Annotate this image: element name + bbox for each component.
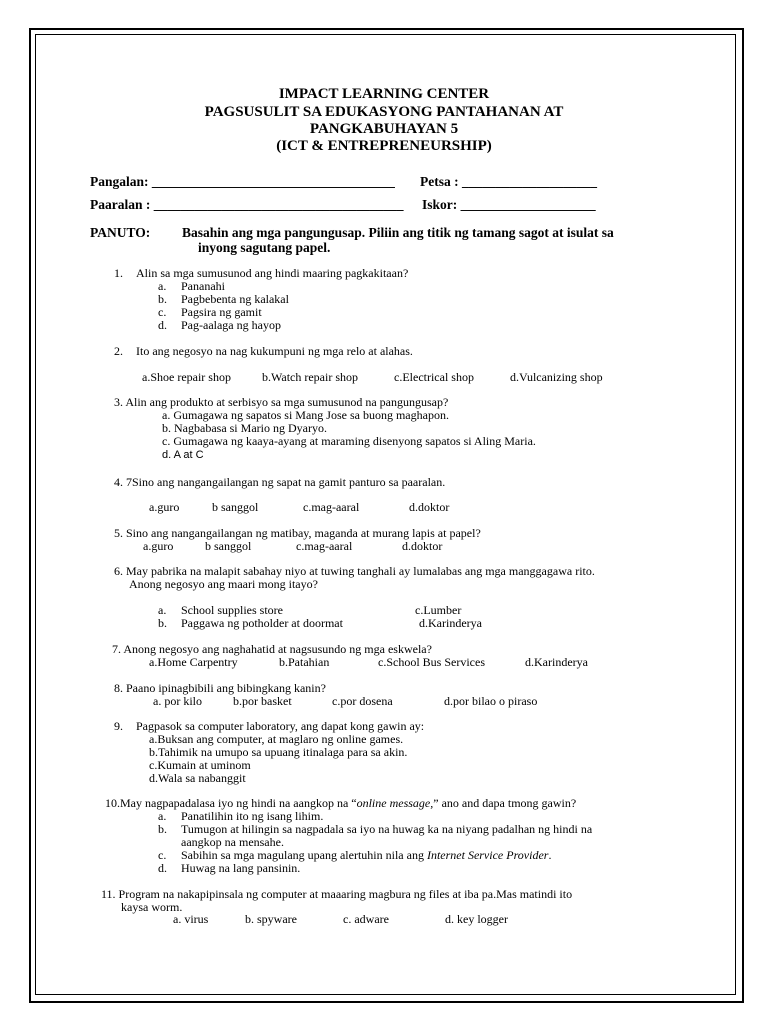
- q1-choice-text[interactable]: Pag-aalaga ng hayop: [181, 318, 281, 332]
- q5-choice-b[interactable]: b sanggol: [205, 539, 252, 553]
- q6-choice-letter: a.: [158, 603, 167, 617]
- q10-c-italic: Internet Service Provider: [426, 848, 549, 862]
- header-exam-title-1: PAGSUSULIT SA EDUKASYONG PANTAHANAN AT: [204, 104, 564, 120]
- q10-text-italic: online message,: [356, 796, 434, 810]
- panuto-label: PANUTO:: [90, 225, 151, 240]
- q10-choice-letter: a.: [158, 809, 167, 823]
- q3-choice-d[interactable]: d. A at C: [162, 449, 204, 461]
- q8-choice-a[interactable]: a. por kilo: [153, 694, 202, 708]
- header-exam-title-2: PANGKABUHAYAN 5: [309, 121, 459, 137]
- q5-choice-a[interactable]: a.guro: [143, 539, 174, 553]
- q7-choice-c[interactable]: c.School Bus Services: [378, 655, 485, 669]
- q4-choice-c[interactable]: c.mag-aaral: [303, 500, 360, 514]
- panuto-text-1: Basahin ang mga pangungusap. Piliin ang titik ng tamang sagot at isulat sa: [182, 225, 614, 240]
- q10-text-part: 10.May nagpapadalasa iyo ng hindi na aangkop na “: [105, 796, 357, 810]
- iskor-field[interactable]: Iskor: ____________________: [422, 197, 596, 212]
- question-3-text: 3. Alin ang produkto at serbisyo sa mga sumusunod na pangungusap?: [114, 395, 449, 409]
- q1-choice-text[interactable]: Pagbebenta ng kalakal: [181, 292, 289, 306]
- q9-choice-d[interactable]: d.Wala sa nabanggit: [149, 771, 246, 785]
- q9-choice-b[interactable]: b.Tahimik na umupo sa upuang itinalaga para sa akin.: [149, 745, 408, 759]
- q6-choice-c[interactable]: c.Lumber: [415, 603, 462, 617]
- paaralan-field[interactable]: Paaralan : _____________________________________: [90, 197, 404, 212]
- question-6-text-1: 6. May pabrika na malapit sabahay niyo at tuwing tanghali ay lumalabas ang mga manggagawa rito.: [114, 564, 595, 578]
- q9-choice-c[interactable]: c.Kumain at uminom: [149, 758, 251, 772]
- question-2-number: 2.: [114, 344, 123, 358]
- question-9-number: 9.: [114, 719, 123, 733]
- q2-choice-b[interactable]: b.Watch repair shop: [262, 370, 358, 384]
- q1-choice-letter: c.: [158, 305, 167, 319]
- q10-choice-d[interactable]: Huwag na lang pansinin.: [181, 861, 301, 875]
- q10-c-text: .: [548, 848, 552, 862]
- question-7-text: 7. Anong negosyo ang naghahatid at nagsusundo ng mga eskwela?: [112, 642, 432, 656]
- q1-choice-text[interactable]: Pagsira ng gamit: [181, 305, 262, 319]
- petsa-field[interactable]: Petsa : ____________________: [420, 174, 597, 189]
- q11-choice-d[interactable]: d. key logger: [445, 912, 508, 926]
- question-4-text: 4. 7Sino ang nangangailangan ng sapat na gamit panturo sa paaralan.: [114, 475, 446, 489]
- q8-choice-c[interactable]: c.por dosena: [332, 694, 393, 708]
- q1-choice-letter: b.: [158, 292, 167, 306]
- question-11-text-1: 11. Program na nakapipinsala ng computer at maaaring magbura ng files at iba pa.Mas matindi ito: [101, 887, 573, 901]
- q5-choice-c[interactable]: c.mag-aaral: [296, 539, 353, 553]
- q6-choice-d[interactable]: d.Karinderya: [419, 616, 482, 630]
- q4-choice-d[interactable]: d.doktor: [409, 500, 450, 514]
- question-11-text-2: kaysa worm.: [121, 900, 183, 914]
- question-9-text: Pagpasok sa computer laboratory, ang dapat kong gawin ay:: [136, 719, 425, 733]
- question-2-text: Ito ang negosyo na nag kukumpuni ng mga relo at alahas.: [136, 344, 413, 358]
- q10-choice-a[interactable]: Panatilihin ito ng isang lihim.: [181, 809, 324, 823]
- q1-choice-letter: a.: [158, 279, 167, 293]
- header-subject: (ICT & ENTREPRENEURSHIP): [276, 138, 492, 154]
- panuto-text-2: inyong sagutang papel.: [198, 240, 331, 255]
- q11-choice-b[interactable]: b. spyware: [245, 912, 297, 926]
- q2-choice-a[interactable]: a.Shoe repair shop: [142, 370, 231, 384]
- q3-choice-b[interactable]: b. Nagbabasa si Mario ng Dyaryo.: [162, 421, 327, 435]
- question-1-number: 1.: [114, 266, 123, 280]
- q6-choice-a[interactable]: School supplies store: [181, 603, 283, 617]
- q10-c-text: Sabihin sa mga magulang upang alertuhin nila ang: [181, 848, 427, 862]
- question-1-text: Alin sa mga sumusunod ang hindi maaring pagkakitaan?: [136, 266, 409, 280]
- q7-choice-a[interactable]: a.Home Carpentry: [149, 655, 238, 669]
- q11-choice-a[interactable]: a. virus: [173, 912, 209, 926]
- q8-choice-b[interactable]: b.por basket: [233, 694, 292, 708]
- header-school-name: IMPACT LEARNING CENTER: [278, 86, 490, 102]
- question-5-text: 5. Sino ang nangangailangan ng matibay, maganda at murang lapis at papel?: [114, 526, 481, 540]
- q10-choice-b-2[interactable]: aangkop na mensahe.: [181, 835, 284, 849]
- q10-text-part: ” ano and dapa tmong gawin?: [433, 796, 577, 810]
- q9-choice-a[interactable]: a.Buksan ang computer, at maglaro ng online games.: [149, 732, 404, 746]
- q1-choice-letter: d.: [158, 318, 167, 332]
- q7-choice-d[interactable]: d.Karinderya: [525, 655, 588, 669]
- q8-choice-d[interactable]: d.por bilao o piraso: [444, 694, 538, 708]
- q10-choice-b-1[interactable]: Tumugon at hilingin sa nagpadala sa iyo na huwag ka na niyang padalhan ng hindi na: [181, 822, 593, 836]
- question-8-text: 8. Paano ipinagbibili ang bibingkang kanin?: [114, 681, 326, 695]
- q2-choice-d[interactable]: d.Vulcanizing shop: [510, 370, 603, 384]
- q3-choice-a[interactable]: a. Gumagawa ng sapatos si Mang Jose sa buong maghapon.: [162, 408, 449, 422]
- question-10-text: [105, 797, 576, 810]
- q2-choice-c[interactable]: c.Electrical shop: [394, 370, 474, 384]
- q10-choice-letter: d.: [158, 861, 167, 875]
- q5-choice-d[interactable]: d.doktor: [402, 539, 443, 553]
- q10-choice-letter: c.: [158, 848, 167, 862]
- q10-choice-letter: b.: [158, 822, 167, 836]
- q4-choice-b[interactable]: b sanggol: [212, 500, 259, 514]
- q11-choice-c[interactable]: c. adware: [343, 912, 389, 926]
- q7-choice-b[interactable]: b.Patahian: [279, 655, 330, 669]
- question-6-text-2: Anong negosyo ang maari mong itayo?: [129, 577, 318, 591]
- q6-choice-letter: b.: [158, 616, 167, 630]
- pangalan-field[interactable]: Pangalan: ____________________________________: [90, 174, 395, 189]
- q3-choice-c[interactable]: c. Gumagawa ng kaaya-ayang at maraming disenyong sapatos si Aling Maria.: [162, 434, 536, 448]
- q4-choice-a[interactable]: a.guro: [149, 500, 180, 514]
- q1-choice-text[interactable]: Pananahi: [181, 279, 225, 293]
- q6-choice-b[interactable]: Paggawa ng potholder at doormat: [181, 616, 343, 630]
